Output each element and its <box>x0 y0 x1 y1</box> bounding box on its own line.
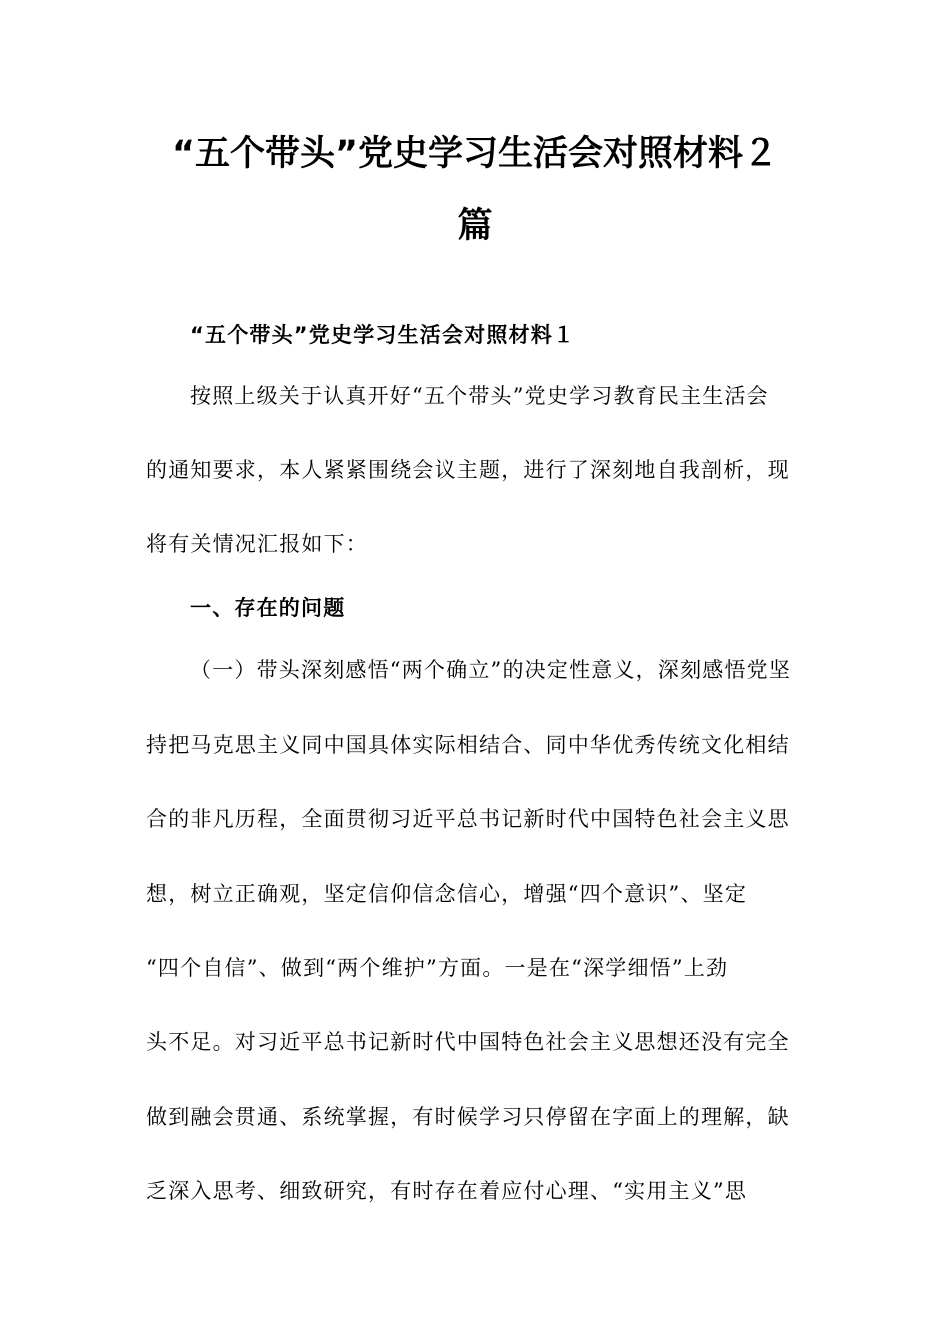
subtitle: “五个带头”党史学习生活会对照材料１ <box>190 323 576 347</box>
paragraph-line: 做到融会贯通、系统掌握，有时候学习只停留在字面上的理解，缺 <box>146 1105 790 1129</box>
paragraph-line: （一）带头深刻感悟“两个确立”的决定性意义，深刻感悟党坚 <box>190 658 792 682</box>
document-title-line-2: 篇 <box>457 206 493 246</box>
intro-line: 的通知要求，本人紧紧围绕会议主题，进行了深刻地自我剖析，现 <box>146 458 790 482</box>
paragraph-line: 想，树立正确观，坚定信仰信念信心，增强“四个意识”、坚定 <box>146 882 748 906</box>
paragraph-line: 头不足。对习近平总书记新时代中国特色社会主义思想还没有完全 <box>146 1030 790 1054</box>
paragraph-line: 合的非凡历程，全面贯彻习近平总书记新时代中国特色社会主义思 <box>146 807 790 831</box>
document-title-line-1: “五个带头”党史学习生活会对照材料２ <box>171 134 778 174</box>
paragraph-line: 持把马克思主义同中国具体实际相结合、同中华优秀传统文化相结 <box>146 733 790 757</box>
intro-line: 将有关情况汇报如下： <box>146 532 368 556</box>
paragraph-line: “四个自信”、做到“两个维护”方面。一是在“深学细悟”上劲 <box>146 956 729 980</box>
section-heading: 一、存在的问题 <box>190 596 346 620</box>
paragraph-line: 乏深入思考、细致研究，有时存在着应付心理、“实用主义”思 <box>146 1179 748 1203</box>
intro-line: 按照上级关于认真开好“五个带头”党史学习教育民主生活会 <box>190 384 769 408</box>
